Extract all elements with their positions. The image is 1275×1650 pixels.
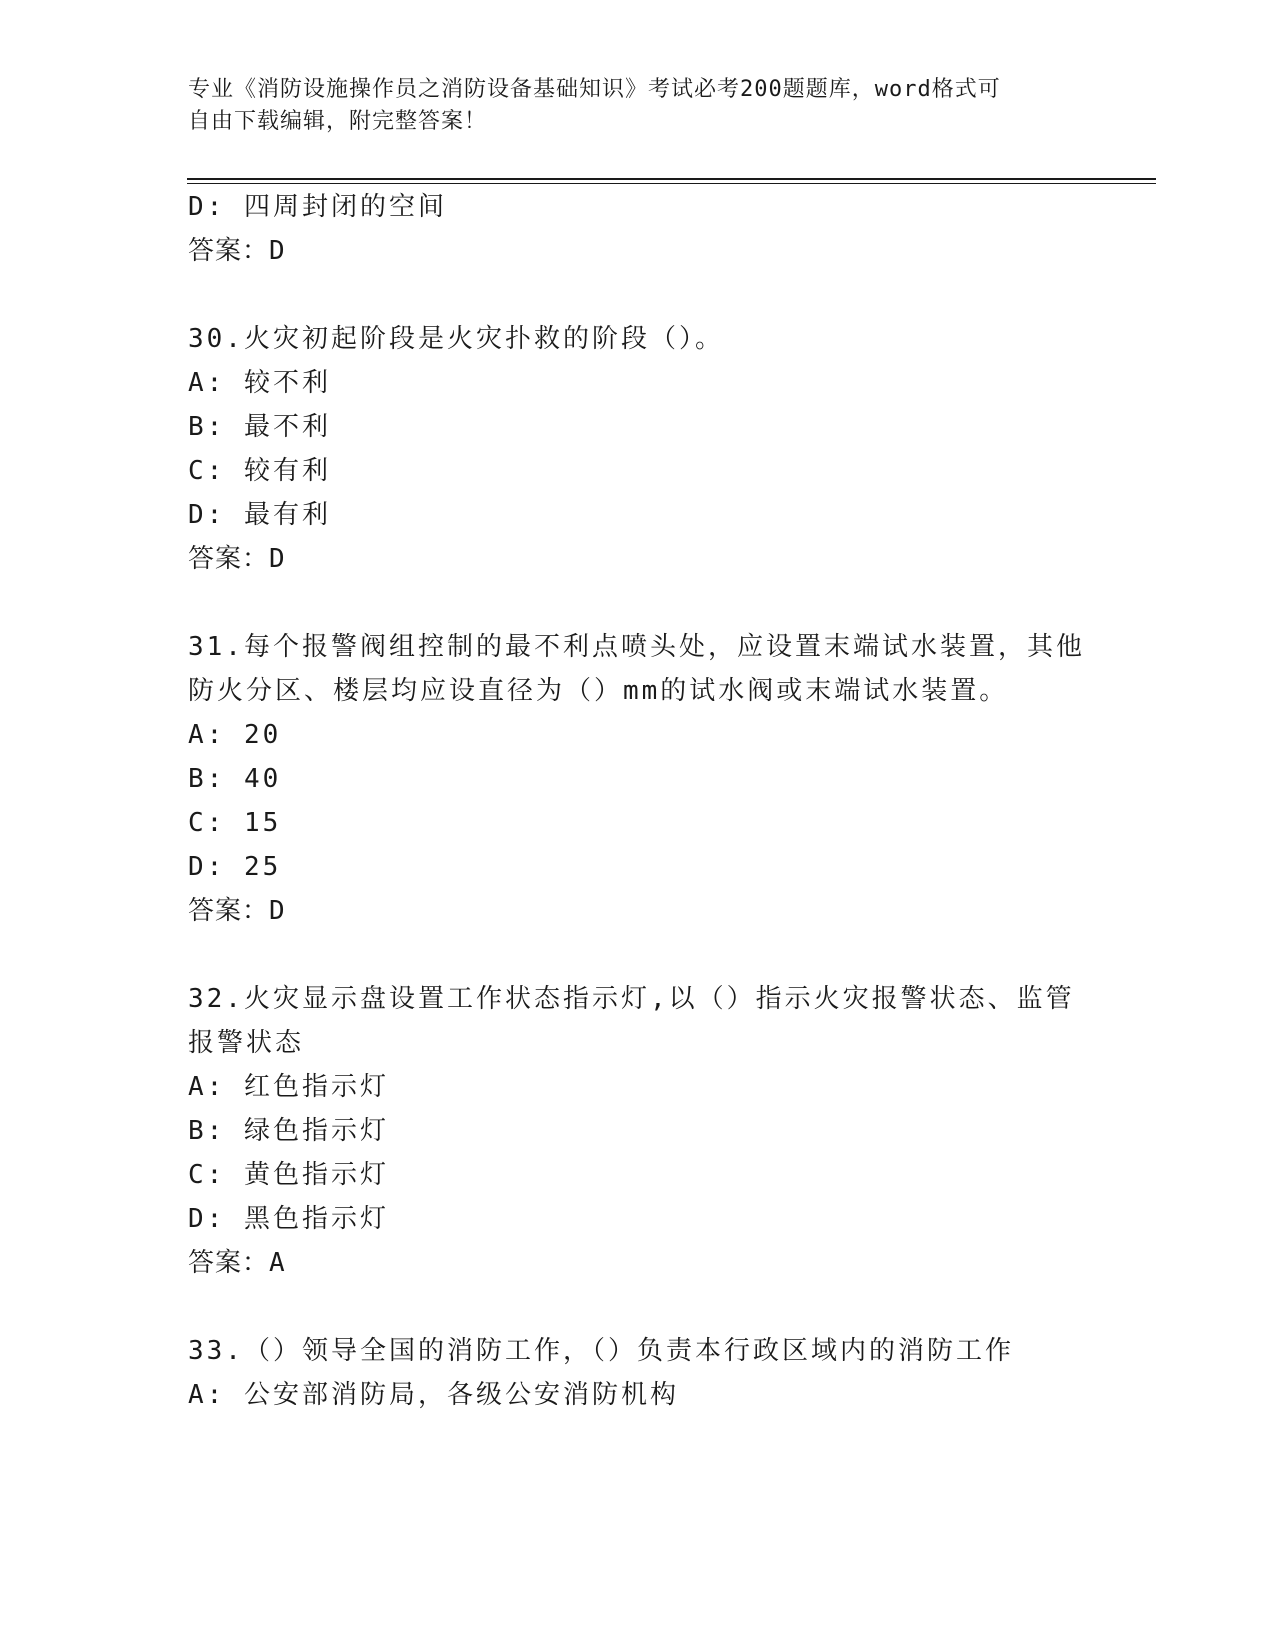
header-divider-thin — [187, 183, 1156, 184]
q33-option-a: A: 公安部消防局，各级公安消防机构 — [188, 1380, 679, 1410]
q31-stem-line-2: 防火分区、楼层均应设直径为（）mm的试水阀或末端试水装置。 — [188, 676, 1009, 706]
q31-stem-line-1: 31.每个报警阀组控制的最不利点喷头处，应设置末端试水装置，其他 — [188, 632, 1085, 662]
q30-stem: 30.火灾初起阶段是火灾扑救的阶段（）。 — [188, 324, 724, 354]
header-line-2: 自由下载编辑，附完整答案！ — [188, 109, 488, 134]
q33-stem: 33.（）领导全国的消防工作，（）负责本行政区域内的消防工作 — [188, 1336, 1014, 1366]
q30-option-c: C: 较有利 — [188, 456, 331, 486]
q31-answer: 答案：D — [188, 896, 286, 926]
q31-option-d: D: 25 — [188, 852, 282, 882]
q30-answer: 答案：D — [188, 544, 286, 574]
q31-option-c: C: 15 — [188, 808, 282, 838]
q32-stem-line-2: 报警状态 — [188, 1028, 305, 1058]
q30-option-d: D: 最有利 — [188, 500, 331, 530]
q32-option-c: C: 黄色指示灯 — [188, 1160, 389, 1190]
q30-option-b: B: 最不利 — [188, 412, 331, 442]
q31-option-b: B: 40 — [188, 764, 282, 794]
q32-option-d: D: 黑色指示灯 — [188, 1204, 389, 1234]
q31-option-a: A: 20 — [188, 720, 282, 750]
q32-stem-line-1: 32.火灾显示盘设置工作状态指示灯,以（）指示火灾报警状态、监管 — [188, 984, 1075, 1014]
header-divider-thick — [187, 178, 1156, 180]
q32-option-b: B: 绿色指示灯 — [188, 1116, 389, 1146]
q29-answer: 答案：D — [188, 236, 286, 266]
document-header — [188, 74, 1068, 138]
header-line-1: 专业《消防设施操作员之消防设备基础知识》考试必考200题题库，word格式可 — [188, 77, 1001, 102]
q32-option-a: A: 红色指示灯 — [188, 1072, 389, 1102]
q30-option-a: A: 较不利 — [188, 368, 331, 398]
q29-option-d: D: 四周封闭的空间 — [188, 192, 447, 222]
q32-answer: 答案：A — [188, 1248, 286, 1278]
